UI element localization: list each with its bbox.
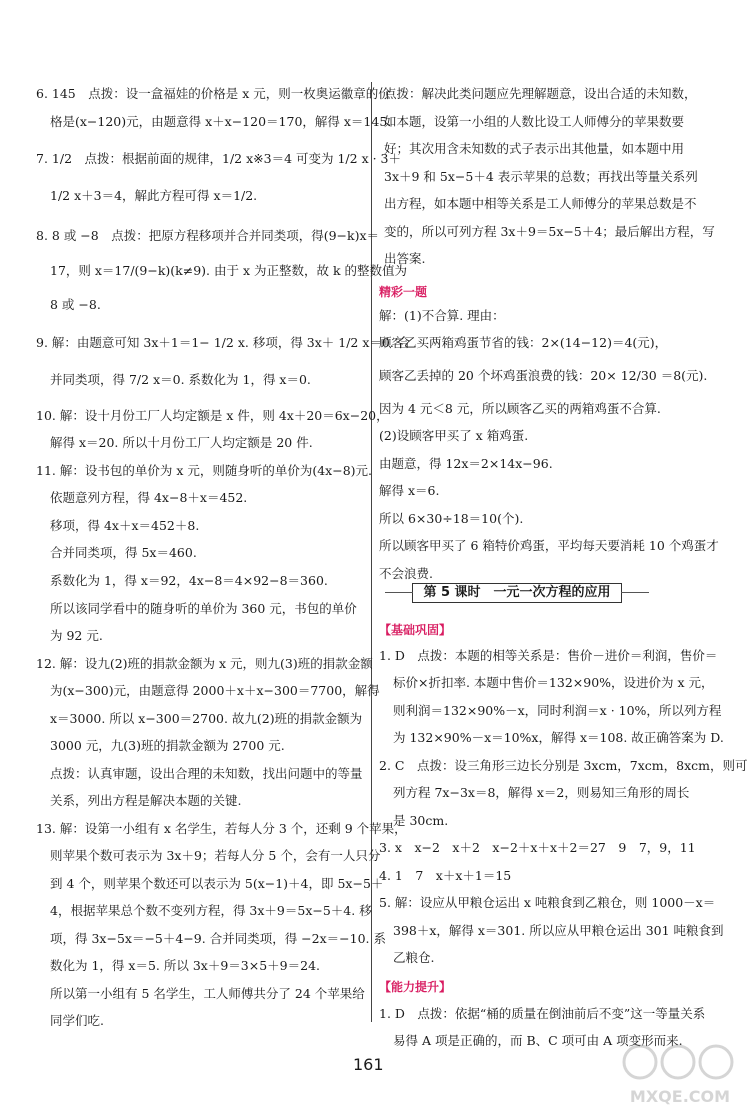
right-column-line: 乙粮仓. — [393, 950, 435, 965]
right-column-line: 3x＋9 和 5x−5＋4 表示苹果的总数；再找出等量关系列 — [384, 169, 698, 184]
right-column-line: 出方程，如本题中相等关系是工人师傅分的苹果总数是不 — [384, 196, 697, 211]
right-column-line: 【基础巩固】 — [379, 623, 452, 637]
left-column-line: 格是(x−120)元，由题意得 x＋x−120＝170，解得 x＝145. — [50, 114, 392, 129]
left-column-line: 1/2 x＋3＝4，解此方程可得 x＝1/2. — [50, 188, 258, 203]
left-column-line: 项，得 3x−5x＝−5＋4−9. 合并同类项，得 −2x＝−10. 系 — [50, 931, 386, 946]
right-column-line: 变的，所以可列方程 3x＋9＝5x−5＋4；最后解出方程，写 — [384, 224, 715, 239]
right-column-line: 因为 4 元＜8 元，所以顾客乙买的两箱鸡蛋不合算. — [379, 401, 661, 416]
right-column-line: 不会浪费. — [379, 566, 433, 581]
right-column-line: 5. 解：设应从甲粮仓运出 x 吨粮食到乙粮仓，则 1000－x＝ — [379, 895, 716, 910]
right-column-line: 解：(1)不合算. 理由： — [379, 308, 505, 323]
right-column-line: 点拨：解决此类问题应先理解题意，设出合适的未知数， — [384, 86, 697, 101]
left-column-line: 所以第一小组有 5 名学生，工人师傅共分了 24 个苹果给 — [50, 986, 365, 1001]
left-column-line: 到 4 个，则苹果个数还可以表示为 5(x−1)＋4，即 5x−5＋ — [50, 876, 384, 891]
right-column-line: 顾客乙买两箱鸡蛋节省的钱：2×(14−12)＝4(元)， — [379, 335, 668, 350]
left-column-line: 11. 解：设书包的单价为 x 元，则随身听的单价为(4x−8)元. — [36, 463, 373, 478]
right-column-line: 是 30cm. — [393, 813, 449, 828]
left-column-line: x＝3000. 所以 x−300＝2700. 故九(2)班的捐款金额为 — [50, 711, 363, 726]
right-column-line: 顾客乙丢掉的 20 个坏鸡蛋浪费的钱：20× 12/30 ＝8(元). — [379, 368, 708, 383]
right-column-line: 4. 1 7 x＋x＋1＝15 — [379, 868, 512, 883]
left-column-line: 关系，列出方程是解决本题的关键. — [50, 793, 242, 808]
right-column-line: 标价×折扣率. 本题中售价＝132×90%，设进价为 x 元， — [393, 675, 714, 690]
left-column-line: 点拨：认真审题，设出合理的未知数，找出问题中的等量 — [50, 766, 363, 781]
left-column-line: 并同类项，得 7/2 x＝0. 系数化为 1，得 x＝0. — [50, 372, 311, 387]
page-number: 161 — [353, 1055, 384, 1074]
right-column-line: 为 132×90%－x＝10%x，解得 x＝108. 故正确答案为 D. — [393, 730, 724, 745]
right-column-line: 好；其次用含未知数的式子表示出其他量，如本题中用 — [384, 141, 685, 156]
right-column-line: 解得 x＝6. — [379, 483, 440, 498]
left-column-line: 同学们吃. — [50, 1013, 104, 1028]
watermark-text: MXQE.COM — [629, 1087, 731, 1106]
left-column-line: 12. 解：设九(2)班的捐款金额为 x 元，则九(3)班的捐款金额 — [36, 656, 373, 671]
left-column-line: 为(x−300)元，由题意得 2000＋x＋x−300＝7700，解得 — [50, 683, 380, 698]
left-column-line: 13. 解：设第一小组有 x 名学生，若每人分 3 个，还剩 9 个苹果， — [36, 821, 407, 836]
right-column-line: 精彩一题 — [379, 285, 428, 299]
right-column-line: 如本题，设第一小组的人数比设工人师傅分的苹果数要 — [384, 114, 685, 129]
left-column-line: 解得 x＝20. 所以十月份工厂人均定额是 20 件. — [50, 435, 313, 450]
right-column-line: 所以顾客甲买了 6 箱特价鸡蛋，平均每天要消耗 10 个鸡蛋才 — [379, 538, 719, 553]
left-column-line: 9. 解：由题意可知 3x＋1＝1− 1/2 x. 移项，得 3x＋ 1/2 x＝0. 合 — [36, 335, 411, 350]
left-column-line: 8. 8 或 −8 点拨：把原方程移项并合并同类项，得(9−k)x＝ — [36, 228, 380, 243]
left-column-line: 系数化为 1，得 x＝92，4x−8＝4×92−8＝360. — [50, 573, 328, 588]
right-column-line: 易得 A 项是正确的，而 B、C 项可由 A 项变形而来. — [393, 1033, 683, 1048]
left-column-line: 7. 1/2 点拨：根据前面的规律，1/2 x※3＝4 可变为 1/2 x · 3＋ — [36, 151, 401, 166]
left-column-line: 合并同类项，得 5x＝460. — [50, 545, 197, 560]
left-column-line: 4，根据苹果总个数不变列方程，得 3x＋9＝5x−5＋4. 移 — [50, 903, 372, 918]
right-column-line: (2)设顾客甲买了 x 箱鸡蛋. — [379, 428, 529, 443]
right-column-line: 2. C 点拨：设三角形三边长分别是 3xcm，7xcm，8xcm，则可 — [379, 758, 748, 773]
left-column-line: 依题意列方程，得 4x−8＋x＝452. — [50, 490, 248, 505]
right-column-line: 所以 6×30÷18＝10(个). — [379, 511, 524, 526]
left-column-line: 8 或 −8. — [50, 297, 101, 312]
left-column-line: 17，则 x＝17/(9−k)(k≠9). 由于 x 为正整数，故 k 的整数值为 — [50, 263, 408, 278]
left-column-line: 3000 元，九(3)班的捐款金额为 2700 元. — [50, 738, 285, 753]
right-column-line: 则利润＝132×90%－x，同时利润＝x · 10%，所以列方程 — [393, 703, 722, 718]
left-column-line: 移项，得 4x＋x＝452＋8. — [50, 518, 200, 533]
left-column-line: 数化为 1，得 x＝5. 所以 3x＋9＝3×5＋9＝24. — [50, 958, 320, 973]
left-column-line: 为 92 元. — [50, 628, 103, 643]
right-column-line: 1. D 点拨：依据“桶的质量在倒油前后不变”这一等量关系 — [379, 1006, 706, 1021]
right-column-line: 由题意，得 12x＝2×14x−96. — [379, 456, 553, 471]
watermark-logo — [620, 1040, 740, 1110]
left-column-line: 则苹果个数可表示为 3x＋9；若每人分 5 个，会有一人只分 — [50, 848, 381, 863]
left-column-line: 6. 145 点拨：设一盒福娃的价格是 x 元，则一枚奥运徽章的价 — [36, 86, 391, 101]
right-column-line: 出答案. — [384, 251, 426, 266]
lesson-heading: 第 5 课时 一元一次方程的应用 — [412, 583, 622, 603]
right-column-line: 1. D 点拨：本题的相等关系是：售价－进价＝利润，售价＝ — [379, 648, 718, 663]
right-column-line: 398＋x，解得 x＝301. 所以应从甲粮仓运出 301 吨粮食到 — [393, 923, 724, 938]
left-column-line: 所以该同学看中的随身听的单价为 360 元，书包的单价 — [50, 601, 357, 616]
right-column-line: 列方程 7x−3x＝8，解得 x＝2，则易知三角形的周长 — [393, 785, 690, 800]
right-column-line: 3. x x−2 x＋2 x−2＋x＋x＋2＝27 9 7，9，11 — [379, 840, 696, 855]
right-column-line: 【能力提升】 — [379, 980, 452, 994]
left-column-line: 10. 解：设十月份工厂人均定额是 x 件，则 4x＋20＝6x−20， — [36, 408, 389, 423]
